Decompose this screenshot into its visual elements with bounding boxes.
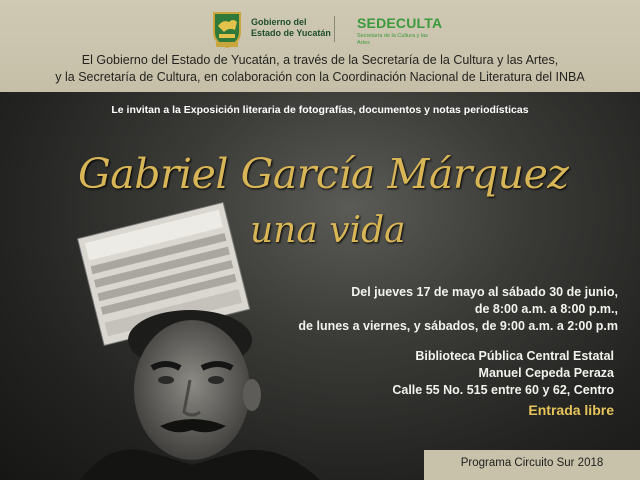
program-label: Programa Circuito Sur 2018 [460,457,604,469]
author-portrait [0,190,360,480]
schedule-line-3: de lunes a viernes, y sábados, de 9:00 a.m. a 2:00 p.m [298,319,618,333]
gobierno-line-2: Estado de Yucatán [251,28,331,38]
invitation-text: Le invitan a la Exposición literaria de fotografías, documentos y notas periodísticas [111,104,529,116]
intro-text [0,52,640,86]
venue-text [392,348,614,399]
schedule-line-1: Del jueves 17 de mayo al sábado 30 de junio, [351,285,618,299]
venue-line-3: Calle 55 No. 515 entre 60 y 62, Centro [392,383,614,397]
gobierno-logo-text [251,17,331,39]
gobierno-line-1: Gobierno del [251,17,307,27]
venue-line-2: Manuel Cepeda Peraza [478,366,614,380]
admission-text: Entrada libre [528,402,614,418]
schedule-line-2: de 8:00 a.m. a 8:00 p.m., [474,302,618,316]
logo-divider [334,16,335,42]
sedeculta-logo: SEDECULTA [357,15,443,31]
exhibition-title: Gabriel García Márquez [78,150,569,198]
exhibition-subtitle: una vida [250,210,406,251]
yucatan-coat-of-arms-icon [211,10,243,48]
venue-line-1: Biblioteca Pública Central Estatal [415,349,614,363]
logo-bar [0,6,640,50]
intro-line-2: y la Secretaría de Cultura, en colaboración con la Coordinación Nacional de Literatura del INBA [55,70,585,84]
schedule-text [298,284,618,335]
sedeculta-subtitle: Secretaría de la Cultura y las Artes [357,33,428,46]
intro-line-1: El Gobierno del Estado de Yucatán, a través de la Secretaría de la Cultura y las Artes, [81,53,559,67]
